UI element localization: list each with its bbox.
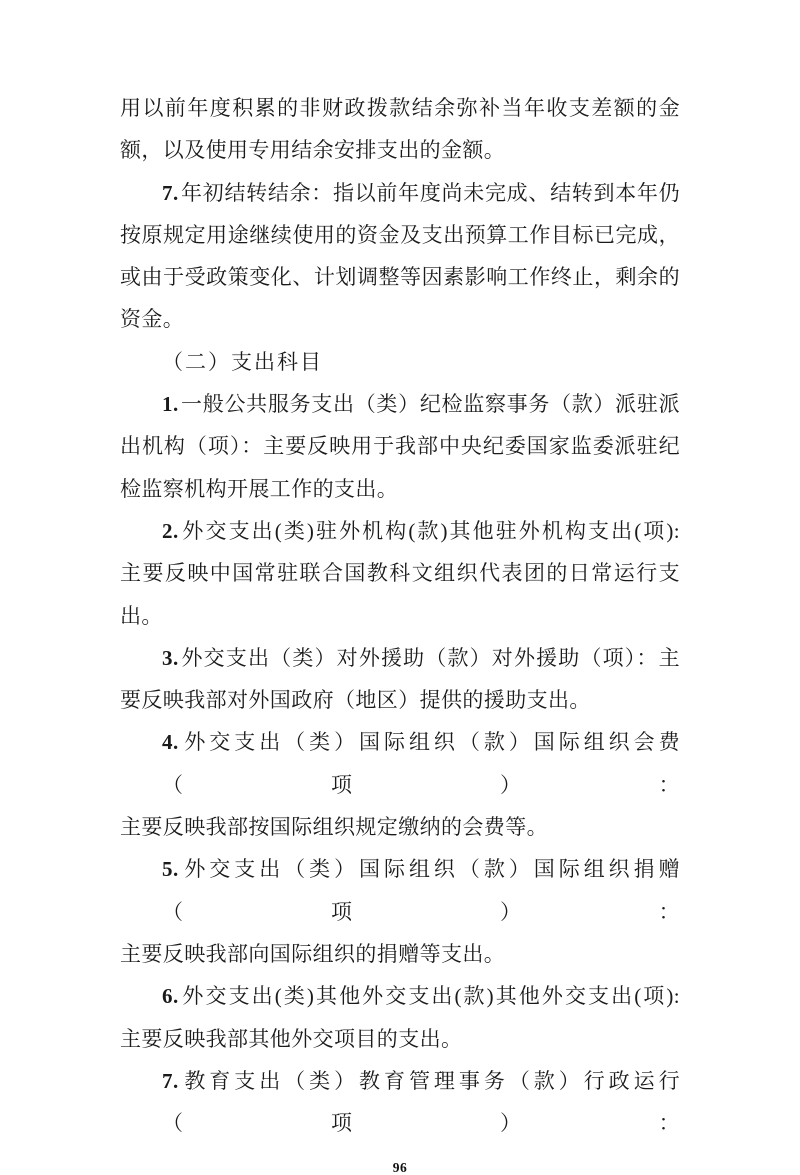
line-text: 年初结转结余：指以前年度尚未完成、结转到本年仍 <box>180 180 680 205</box>
line-text: 外交支出（类）国际组织（款）国际组织捐赠（项）： <box>162 857 680 924</box>
line-text: 主要反映中国常驻联合国教科文组织代表团的日常运行支 <box>120 561 680 586</box>
line-text: 额，以及使用专用结余安排支出的金额。 <box>120 138 506 163</box>
line-text: 外交支出(类)驻外机构(款)其他驻外机构支出(项): <box>180 518 680 543</box>
text-line <box>120 595 680 637</box>
text-line <box>120 87 680 129</box>
text-line <box>120 129 680 171</box>
item-number: 7. <box>162 1068 179 1093</box>
page-number: 96 <box>392 1160 408 1175</box>
text-line <box>120 468 680 510</box>
text-line <box>120 510 680 552</box>
item-number: 5. <box>162 857 179 882</box>
text-line <box>120 806 680 848</box>
text-line <box>120 298 680 340</box>
text-line <box>120 637 680 679</box>
text-line <box>120 975 680 1017</box>
text-line <box>120 383 680 425</box>
item-number: 3. <box>162 645 179 670</box>
line-text: 出机构（项）：主要反映用于我部中央纪委国家监委派驻纪 <box>120 434 680 459</box>
line-text: 一般公共服务支出（类）纪检监察事务（款）派驻派 <box>180 392 680 417</box>
text-line <box>120 848 680 933</box>
text-line <box>120 214 680 256</box>
line-text: 主要反映我部向国际组织的捐赠等支出。 <box>120 941 506 966</box>
text-line <box>120 679 680 721</box>
text-line <box>120 721 680 806</box>
text-line <box>120 1060 680 1145</box>
line-text: 或由于受政策变化、计划调整等因素影响工作终止，剩余的 <box>120 265 680 290</box>
line-text: 主要反映我部其他外交项目的支出。 <box>120 1026 463 1051</box>
line-text: 外交支出（类）国际组织（款）国际组织会费（项）： <box>162 730 680 797</box>
item-number: 7. <box>162 180 179 205</box>
line-text: 主要反映我部按国际组织规定缴纳的会费等。 <box>120 815 548 840</box>
line-text: 检监察机构开展工作的支出。 <box>120 476 399 501</box>
heading-text: （二）支出科目 <box>162 349 323 374</box>
text-line <box>120 1018 680 1060</box>
line-text: 教育支出（类）教育管理事务（款）行政运行（项）： <box>162 1068 680 1136</box>
item-number: 2. <box>162 518 179 543</box>
line-text: 外交支出（类）对外援助（款）对外援助（项）：主 <box>180 645 680 670</box>
line-text: 出。 <box>120 603 163 628</box>
line-text: 资金。 <box>120 307 185 332</box>
text-line <box>120 933 680 975</box>
line-text: 按原规定用途继续使用的资金及支出预算工作目标已完成， <box>120 222 680 247</box>
item-number: 1. <box>162 392 179 417</box>
section-heading <box>120 341 680 383</box>
line-text: 要反映我部对外国政府（地区）提供的援助支出。 <box>120 688 591 713</box>
item-number: 4. <box>162 730 179 755</box>
line-text: 外交支出(类)其他外交支出(款)其他外交支出(项): <box>180 984 680 1009</box>
text-line <box>120 552 680 594</box>
text-line <box>120 425 680 467</box>
item-number: 6. <box>162 984 179 1009</box>
text-line <box>120 172 680 214</box>
line-text: 用以前年度积累的非财政拨款结余弥补当年收支差额的金 <box>120 96 680 120</box>
text-line <box>120 256 680 298</box>
